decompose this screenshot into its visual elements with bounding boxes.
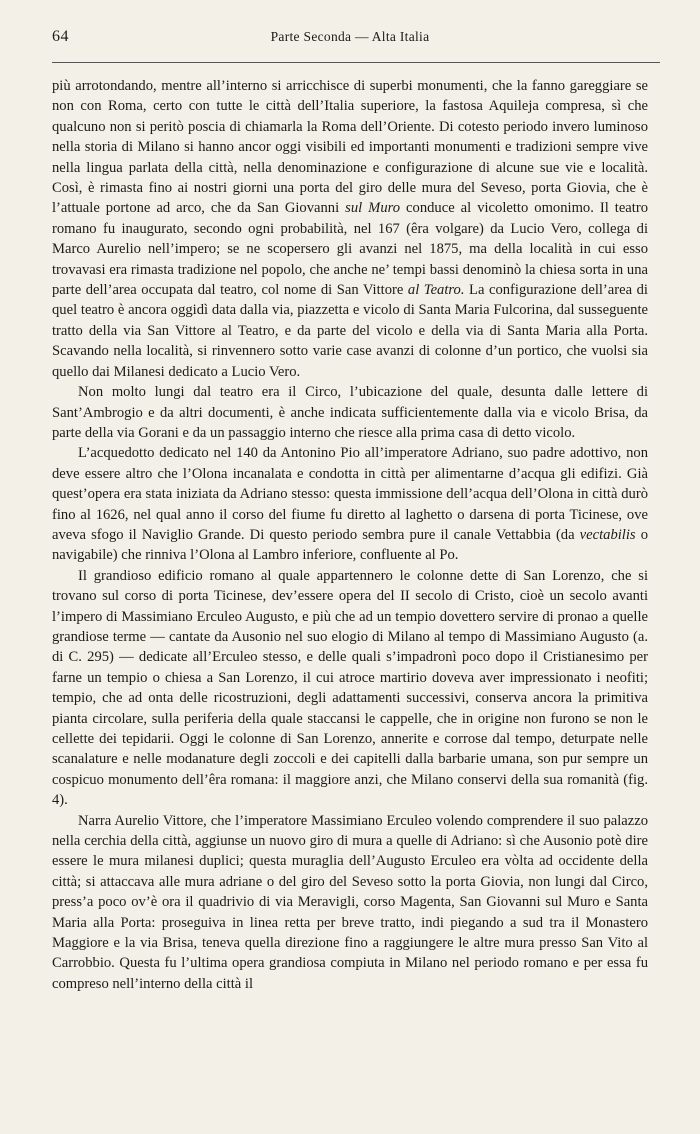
text-run: Non molto lungi dal teatro era il Circo, l’ubicazione del quale, desunta dalle lettere di Sant’Ambrogio e da altri documenti, è anche indicata sufficientemente dalla via e vicolo Brisa, da parte della via Gorani e da un passaggio interno che riesce alla prima casa di detto vicolo. xyxy=(52,384,648,441)
paragraph xyxy=(52,443,648,565)
paragraph xyxy=(52,811,648,995)
italic-text: al Teatro. xyxy=(407,282,465,299)
paragraph xyxy=(52,382,648,443)
italic-text: sul Muro xyxy=(345,200,401,217)
text-run: L’acquedotto dedicato nel 140 da Antonino Pio all’imperatore Adriano, suo padre adottivo, non deve essere altro che l’Olona incanalata e condotta in città per alimentarne d’acqua gli edifizi. Già quest’opera era stata iniziata da Adriano stesso: questa immissione dell’acqua dell’Olona in città durò fino al 1626, nel qual anno il corso del fiume fu diretto al laghetto o darsena di porta Ticinese, ove aveva sfogo il Naviglio Grande. Di questo periodo sembra pure il canale Vettabbia (da xyxy=(52,445,648,543)
paragraph xyxy=(52,566,648,811)
body-text xyxy=(52,76,648,994)
text-run: La configurazione dell’area di quel teatro è ancora oggidì data dalla via, piazzetta e vicolo di Santa Maria Fulcorina, dal susseguente tratto della via San Vittore al Teatro, e da parte del vicolo e della via di Santa Maria alla Porta. Scavando nella località, si rinvennero sotto varie case avanzi di colonne d’un portico, che vuolsi sia quello dai Milanesi dedicato a Lucio Vero. xyxy=(52,282,648,380)
text-run: Narra Aurelio Vittore, che l’imperatore Massimiano Erculeo volendo comprendere il suo palazzo nella cerchia della città, aggiunse un nuovo giro di mura a quelle di Adriano: sì che Ausonio potè dire essere le mura milanesi duplici; questa muraglia dell’Augusto Erculeo era vòlta ad occidente della città; si attaccava alle mura adriane o del giro del Seveso sotto la porta Giovia, non lungi dal Circo, press’a poco ov’è ora il quadrivio di via Meravigli, corso Magenta, San Giovanni sul Muro e Santa Maria alla Porta: proseguiva in linea retta per breve tratto, indi piegando a sud tra il Monastero Maggiore e la via Brisa, teneva quella direzione fino a raggiungere le altre mura presso San Vito al Carrobbio. Questa fu l’ultima opera grandiosa compiuta in Milano nel periodo romano e per essa fu compreso nell’interno della città il xyxy=(52,812,648,992)
text-run: più arrotondando, mentre all’interno si arricchisce di superbi monumenti, che la fanno gareggiare se non con Roma, certo con tutte le città dell’Italia superiore, la fastosa Aquileja compresa, sì che qualcuno non si peritò poscia di chiamarla la Roma dell’Oriente. Di cotesto periodo invero luminoso nella storia di Milano si hanno ancor oggi visibili ed importanti monumenti e tradizioni sempre vive nella lingua parlata della città, nella denominazione e configurazione di alcune sue vie e località. Così, è rimasta fino ai nostri giorni una porta del giro delle mura del Seveso, porta Giovia, che è l’attuale portone ad arco, che da San Giovanni xyxy=(52,78,648,217)
paragraph xyxy=(52,76,648,382)
running-title: Parte Seconda — Alta Italia xyxy=(270,29,430,44)
text-run: Il grandioso edificio romano al quale appartennero le colonne dette di San Lorenzo, che si trovano sul corso di porta Ticinese, dev’essere opera del II secolo di Cristo, cioè un secolo avanti l’impero di Massimiano Erculeo Augusto, e più che ad un tempio dovettero servire di pronao a quelle grandiose terme — cantate da Ausonio nel suo elogio di Milano al tempo di Massimiano Augusto (a. di C. 295) — dedicate all’Erculeo stesso, e delle quali s’impadronì poco dopo il Cristianesimo per farne un tempio o chiesa a San Lorenzo, il cui atroce martirio doveva aver impressionato i neofiti; tempio, che ad onta delle ricostruzioni, degli adattamenti successivi, conserva ancora la primitiva pianta circolare, sulla periferia della quale staccansi le cappelle, che in origine non furono se non le cellette dei tepidarii. Oggi le colonne di San Lorenzo, annerite e corrose dal tempo, deturpate nelle scanalature e nelle modanature degli zoccoli e dei capitelli dalla barbarie umana, son pur sempre un cospicuo monumento dell’êra romana: il maggiore anzi, che Milano conservi della sua romanità (fig. 4). xyxy=(52,567,648,809)
page-header xyxy=(52,28,648,50)
header-rule xyxy=(52,62,660,63)
italic-text: vectabilis xyxy=(579,526,636,543)
page-number: 64 xyxy=(52,28,69,45)
text-run: conduce al vicoletto omonimo. Il teatro romano fu inaugurato, secondo ogni probabilità, nel 167 (êra volgare) da Lucio Vero, collega di Marco Aurelio nell’impero; se ne scopersero gli avanzi nel 1875, ma della località in cui esso trovavasi era rimasta tradizione nel popolo, che anche ne’ tempi bassi denominò la chiesa sorta in una parte dell’area occupata dal teatro, col nome di San Vittore xyxy=(52,200,648,299)
text-run: o navigabile) che rinniva l’Olona al Lambro inferiore, confluente al Po. xyxy=(52,526,648,564)
